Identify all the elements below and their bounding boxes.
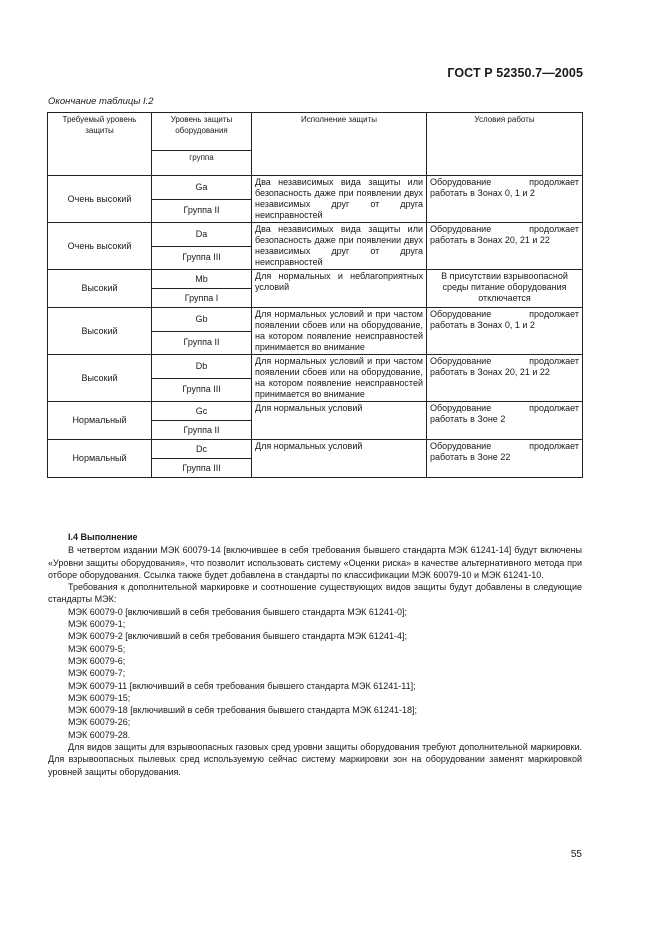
standard-list-item: МЭК 60079-11 [включивший в себя требования бывшего стандарта МЭК 61241-11]; [68,680,416,691]
equipment-group-cell: Группа III [152,378,252,402]
required-level-cell: Нормальный [48,402,152,440]
standard-list-item: МЭК 60079-0 [включивший в себя требования бывшего стандарта МЭК 61241-0]; [68,606,407,617]
protection-cell: Два независимых вида защиты или безопасность даже при появлении двух независимых друг от друга неисправностей [252,176,427,223]
table-row [48,308,583,332]
conditions-cell: В присутствии взрывоопасной среды питание оборудования отключается [427,270,583,308]
required-level-cell: Высокий [48,308,152,355]
equipment-level-code: Gc [152,402,252,421]
equipment-group-cell: Группа I [152,289,252,308]
equipment-level-code: Gb [152,308,252,332]
standard-list-item: МЭК 60079-7; [68,668,126,679]
equipment-group-cell: Группа II [152,331,252,355]
paragraph-1: В четвертом издании МЭК 60079-14 [включившее в себя требования бывшего стандарта МЭК 61241-14] будут включены «Уровни защиты оборудования», что позволит использовать систему «Оценки риска» в качестве альтернативного метода при отборе оборудования. Ссылка также будет добавлена в стандарты по классификации МЭК 60079-10 и МЭК 61241-10. [48,545,582,580]
equipment-group-cell: Группа II [152,199,252,223]
protection-cell: Для нормальных условий и при частом появлении сбоев или на оборудование, на котором появление неисправностей принимается во внимание [252,308,427,355]
conditions-cell: Оборудование продолжает работать в Зонах 20, 21 и 22 [427,355,583,402]
table-row [48,440,583,459]
equipment-level-code: Da [152,223,252,247]
equipment-group-cell: Группа III [152,459,252,478]
table-row [48,223,583,247]
protection-cell: Для нормальных условий [252,402,427,440]
table-row [48,402,583,421]
protection-cell: Для нормальных условий и при частом появлении сбоев или на оборудование, на котором появление неисправностей принимается во внимание [252,355,427,402]
equipment-level-code: Mb [152,270,252,289]
standard-list-item: МЭК 60079-15; [68,692,131,703]
standard-list-item: МЭК 60079-28. [68,729,131,740]
paragraph-3: Для видов защиты для взрывоопасных газовых сред уровни защиты оборудования требуют дополнительной маркировки. Для взрывоопасных пылевых сред используемую сейчас систему маркировки зон на оборудовании заменят маркировкой уровней защиты оборудования. [48,742,582,777]
header-equipment-level: Уровень защиты оборудования [152,113,252,151]
protection-cell: Для нормальных и неблагоприятных условий [252,270,427,308]
required-level-cell: Высокий [48,270,152,308]
standard-list-item: МЭК 60079-18 [включивший в себя требования бывшего стандарта МЭК 61241-18]; [68,705,417,716]
paragraph-2: Требования к дополнительной маркировке и соотношение существующих видов защиты будут добавлены в следующие стандарты МЭК: [48,582,582,605]
standard-list-item: МЭК 60079-1; [68,619,126,630]
table-row [48,176,583,200]
standard-list-item: МЭК 60079-2 [включивший в себя требования бывшего стандарта МЭК 61241-4]; [68,631,407,642]
conditions-cell: Оборудование продолжает работать в Зонах 0, 1 и 2 [427,176,583,223]
required-level-cell: Высокий [48,355,152,402]
protection-cell: Для нормальных условий [252,440,427,478]
table-header-row [48,113,583,151]
conditions-cell: Оборудование продолжает работать в Зонах 20, 21 и 22 [427,223,583,270]
required-level-cell: Очень высокий [48,176,152,223]
header-protection: Исполнение защиты [252,113,427,176]
header-conditions: Условия работы [427,113,583,176]
conditions-cell: Оборудование продолжает работать в Зоне 22 [427,440,583,478]
section-implementation [48,531,582,778]
equipment-level-code: Db [152,355,252,379]
table-row [48,355,583,379]
standard-list-item: МЭК 60079-26; [68,717,131,728]
protection-cell: Два независимых вида защиты или безопасность даже при появлении двух независимых друг от друга неисправностей [252,223,427,270]
section-heading: I.4 Выполнение [68,532,138,542]
conditions-cell: Оборудование продолжает работать в Зонах 0, 1 и 2 [427,308,583,355]
required-level-cell: Очень высокий [48,223,152,270]
equipment-group-cell: Группа III [152,246,252,270]
conditions-cell: Оборудование продолжает работать в Зоне 2 [427,402,583,440]
required-level-cell: Нормальный [48,440,152,478]
standard-list-item: МЭК 60079-5; [68,643,126,654]
equipment-level-code: Ga [152,176,252,200]
equipment-group-cell: Группа II [152,421,252,440]
table-caption: Окончание таблицы I.2 [48,96,154,107]
standards-list [48,606,582,741]
table-row [48,270,583,289]
standard-number: ГОСТ Р 52350.7—2005 [447,66,583,80]
protection-levels-table [47,112,583,478]
header-group: группа [152,151,252,176]
standard-list-item: МЭК 60079-6; [68,655,126,666]
header-required-level: Требуемый уровень защиты [48,113,152,176]
page-number: 55 [570,849,582,860]
equipment-level-code: Dc [152,440,252,459]
